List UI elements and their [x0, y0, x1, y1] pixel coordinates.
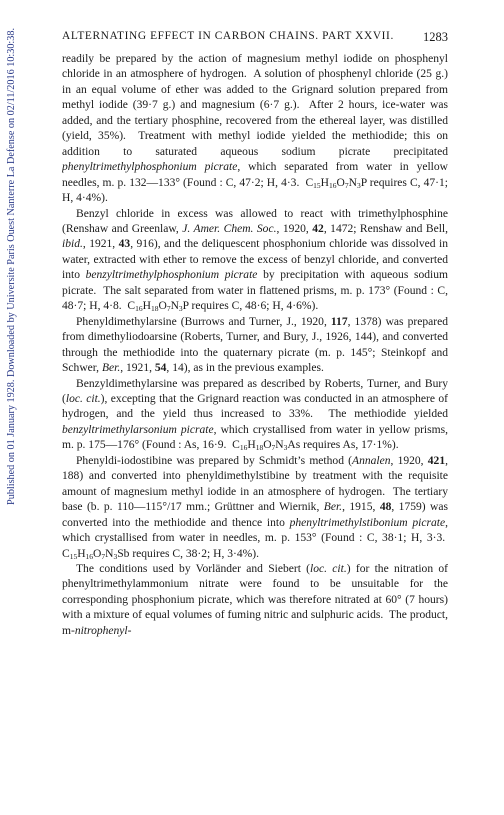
paragraph-phenyldimethylarsine: Phenyldimethylarsine (Burrows and Turner, J., 1920, 117, 1378) was prepared from dimethyliodoarsine (Roberts, Turner, and Bury, J., 1926, 144), and converted through the methiodide into the quaternary picrate (m. p. 145°; Steinkopf and Schwer, Ber., 1921, 54, 14), as in the previous examples. [62, 315, 448, 375]
paragraph-benzyldimethylarsine: Benzyldimethylarsine was prepared as described by Roberts, Turner, and Bury (loc. cit.), excepting that the Grignard reaction was conducted in an atmosphere of hydrogen, and the yield thus increased to 33%. The methiodide yielded benzyltrimethylarsonium picrate, which crystallised from water in yellow prisms, m. p. 175—176° (Found : As, 16·9. $C_{16}H_{18}O_7N_3As$ requires As, 17·1%). [62, 377, 448, 453]
body-text [62, 52, 448, 807]
paragraph-nitration: The conditions used by Vorländer and Siebert (loc. cit.) for the nitration of phenyltrimethylammonium nitrate were found to be unsuitable for the corresponding phosphonium picrate, which was therefore nitrated at 60° (7 hours) with a mixture of equal volumes of fuming nitric and sulphuric acids. The product, m-nitrophenyl- [62, 562, 448, 637]
running-head-title: ALTERNATING EFFECT IN CARBON CHAINS. PART XXVII. [62, 30, 394, 42]
paragraph-phosphonium-picrate: readily be prepared by the action of magnesium methyl iodide on phosphenyl chloride in an atmosphere of hydrogen. A solution of phosphenyl chloride (25 g.) in an equal volume of ether was added to the Grignard solution prepared from methyl iodide (39·7 g.) and magnesium (6·7 g.). After 2 hours, ice-water was added, and the tertiary phosphine, recovered from the ethereal layer, was distilled (yield, 35%). Treatment with methyl iodide yielded the methiodide; this on addition to saturated aqueous sodium picrate precipitated phenyltrimethylphosphonium picrate, which separated from water in yellow needles, m. p. 132—133° (Found : C, 47·2; H, 4·3. $C_{15}H_{16}O_7N_3P$ requires C, 47·1; H, 4·4%). [62, 53, 448, 205]
paragraph-benzyl-phosphonium: Benzyl chloride in excess was allowed to react with trimethylphosphine (Renshaw and Greenlaw, J. Amer. Chem. Soc., 1920, 42, 1472; Renshaw and Bell, ibid., 1921, 43, 916), and the deliquescent phosphonium chloride was dissolved in water, extracted with ether to remove the excess of benzyl chloride, and converted into benzyltrimethylphosphonium picrate by precipitation with aqueous sodium picrate. The salt separated from water in flattened prisms, m. p. 173° (Found : C, 48·7; H, 4·8. $C_{16}H_{18}O_7N_3P$ requires C, 48·6; H, 4·6%). [62, 207, 448, 314]
running-head [62, 30, 448, 46]
paragraph-stibine: Phenyldi-iodostibine was prepared by Schmidt’s method (Annalen, 1920, 421, 188) and converted into phenyldimethylstibine by treatment with the requisite amount of magnesium methyl iodide in an atmosphere of hydrogen. The tertiary base (b. p. 110—115°/17 mm.; Grüttner and Wiernik, Ber., 1915, 48, 1759) was converted into the methiodide and thence into phenyltrimethylstibonium picrate, which crystallised from water in needles, m. p. 153° (Found : C, 38·1; H, 3·3. $C_{15}H_{16}O_7N_3Sb$ requires C, 38·2; H, 3·4%). [62, 454, 448, 561]
publication-watermark: Published on 01 January 1928. Downloaded by Universite Paris Ouest Nanterre La Defense on 02/11/2016 10:30:38. [6, 28, 17, 505]
page-number: 1283 [423, 30, 448, 44]
